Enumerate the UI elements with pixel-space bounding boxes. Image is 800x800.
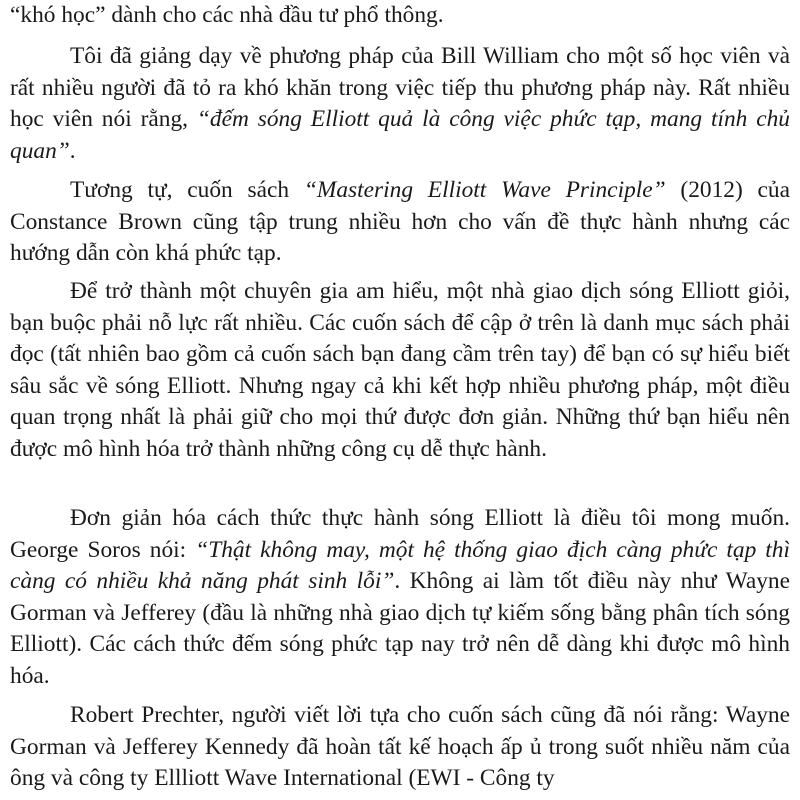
paragraph-5-text-a: Đơn giản hóa cách thức thực hành sóng Elliott là điều tôi mong muốn. George Soros nói: bbox=[10, 505, 790, 563]
paragraph-4-text: Để trở thành một chuyên gia am hiểu, một nhà giao dịch sóng Elliott giỏi, bạn buộc phải nỗ lực rất nhiều. Các cuốn sách để cập ở trên là danh mục sách phải đọc (tất nhiên bao gồm cả cuốn sách bạn đang cầm trên tay) để bạn có sự hiểu biết sâu sắc về sóng Elliott. Nhưng ngay cả khi kết hợp nhiều phương pháp, một điều quan trọng nhất là phải giữ cho mọi thứ được đơn giản. Những thứ bạn hiểu nên được mô hình hóa trở thành những công cụ dễ thực hành. bbox=[10, 278, 790, 462]
paragraph-2-text-a: Tôi đã giảng dạy về phương pháp của Bill William cho một số học viên và rất nhiều người đã tỏ ra khó khăn trong việc tiếp thu phương pháp này. Rất nhiều học viên nói rằng, bbox=[10, 43, 790, 133]
paragraph-1-text: “khó học” dành cho các nhà đầu tư phổ thông. bbox=[10, 2, 444, 28]
paragraph-6 bbox=[10, 700, 790, 795]
paragraph-1 bbox=[10, 0, 790, 32]
paragraph-3-text-b: (2012) của Constance Brown cũng tập trung nhiều hơn cho vấn đề thực hành nhưng các hướng dẫn còn khá phức tạp. bbox=[10, 177, 791, 267]
paragraph-5-quote: “Thật không may, một hệ thống giao địch càng phức tạp thì càng có nhiều khả năng phát sinh lỗi” bbox=[10, 536, 790, 595]
paragraph-6-text: Robert Prechter, người viết lời tựa cho cuốn sách cũng đã nói rằng: Wayne Gorman và Jefferey Kennedy đã hoàn tất kế hoạch ấp ủ trong suốt nhiều năm của ông và công ty Ellliott Wave International (EWI - Công ty bbox=[10, 702, 790, 792]
paragraph-3-text-a: Tương tự, cuốn sách bbox=[70, 177, 304, 203]
paragraph-2-text-b: . bbox=[69, 137, 76, 164]
paragraph-3-book-title: “Mastering Elliott Wave Principle” bbox=[303, 177, 666, 203]
paragraph-2-quote: “đếm sóng Elliott quả là công việc phức tạp, mang tính chủ quan” bbox=[10, 106, 791, 164]
paragraph-3 bbox=[10, 175, 790, 270]
paragraph-4 bbox=[10, 276, 790, 466]
paragraph-5 bbox=[10, 503, 790, 693]
paragraph-5-text-b: . Không ai làm tốt điều này như Wayne Gorman và Jefferey (đầu là những nhà giao dịch tự kiếm sống bằng phân tích sóng Elliott). Các cách thức đếm sóng phức tạp nay trở nên dễ dàng khi được mô hình hóa. bbox=[10, 568, 791, 689]
paragraph-2 bbox=[10, 41, 790, 167]
